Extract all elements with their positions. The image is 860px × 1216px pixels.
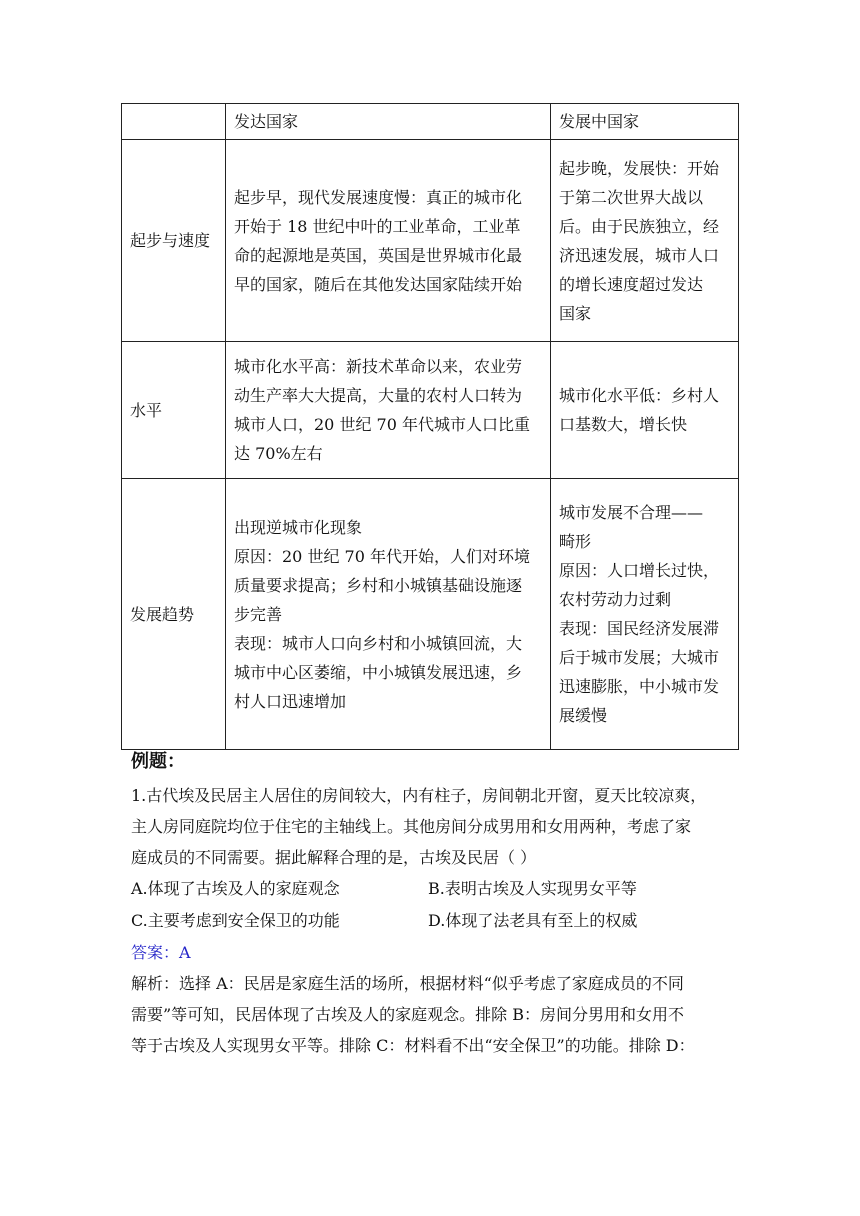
developing-cell [551, 140, 739, 342]
question-line: 主人房同庭院均位于住宅的主轴线上。其他房间分成男用和女用两种，考虑了家 [131, 817, 692, 836]
row-label: 起步与速度 [122, 140, 226, 342]
cell-line: 表现：国民经济发展滞 [559, 619, 720, 638]
table-row [122, 479, 739, 750]
question-line: 1.古代埃及民居主人居住的房间较大，内有柱子，房间朝北开窗，夏天比较凉爽， [131, 786, 707, 805]
analysis-line: 解析：选择 A：民居是家庭生活的场所，根据材料“似乎考虑了家庭成员的不同 [131, 974, 684, 993]
cell-line: 展缓慢 [559, 706, 608, 725]
row-label: 发展趋势 [122, 479, 226, 750]
cell-line: 达 70%左右 [234, 444, 323, 463]
developed-cell [226, 479, 551, 750]
developing-cell [551, 342, 739, 479]
answer-line: 答案：A [131, 943, 191, 962]
table-header-row [122, 104, 739, 140]
question-line: 庭成员的不同需要。据此解释合理的是，古埃及民居（ ） [131, 848, 537, 867]
cell-line: 口基数大，增长快 [559, 415, 688, 434]
cell-line: 畸形 [559, 532, 592, 551]
cell-line: 出现逆城市化现象 [234, 517, 363, 537]
cell-line: 动生产率大大提高，大量的农村人口转为 [234, 386, 523, 405]
cell-line: 命的起源地是英国，英国是世界城市化最 [234, 245, 523, 265]
cell-line: 表现：城市人口向乡村和小城镇回流，大 [234, 633, 523, 653]
developed-cell [226, 342, 551, 479]
cell-line: 农村劳动力过剩 [559, 590, 672, 609]
cell-line: 城市化水平高：新技术革命以来，农业劳 [234, 357, 523, 376]
cell-line: 城市化水平低：乡村人 [559, 386, 720, 405]
analysis-line: 等于古埃及人实现男女平等。排除 C：材料看不出“安全保卫”的功能。排除 D： [131, 1036, 695, 1055]
header-cell-empty [122, 104, 226, 140]
cell-line: 步完善 [234, 604, 283, 624]
option-b: B.表明古埃及人实现男女平等 [428, 879, 637, 898]
cell-line: 后于城市发展；大城市 [559, 648, 720, 667]
option-a: A.体现了古埃及人的家庭观念 [131, 879, 340, 898]
developed-cell [226, 140, 551, 342]
table-row [122, 342, 739, 479]
cell-line: 起步晚，发展快：开始 [559, 158, 720, 178]
cell-line: 原因：20 世纪 70 年代开始，人们对环境 [234, 546, 530, 566]
options-row [131, 905, 741, 937]
option-c: C.主要考虑到安全保卫的功能 [131, 911, 340, 930]
cell-line: 原因：人口增长过快， [559, 561, 720, 580]
cell-line: 质量要求提高；乡村和小城镇基础设施逐 [234, 575, 523, 595]
cell-line: 城市发展不合理—— [559, 503, 704, 522]
example-section [131, 748, 741, 1061]
cell-line: 城市人口，20 世纪 70 年代城市人口比重 [234, 415, 530, 434]
cell-line: 迅速膨胀，中小城市发 [559, 677, 720, 696]
section-heading: 例题： [131, 751, 185, 772]
header-cell-developing: 发展中国家 [551, 104, 739, 140]
header-cell-developed: 发达国家 [226, 104, 551, 140]
cell-line: 国家 [559, 303, 592, 323]
cell-line: 后。由于民族独立，经 [559, 216, 720, 236]
cell-line: 村人口迅速增加 [234, 691, 347, 711]
cell-line: 早的国家，随后在其他发达国家陆续开始 [234, 274, 523, 294]
analysis-line: 需要”等可知，民居体现了古埃及人的家庭观念。排除 B：房间分男用和女用不 [131, 1005, 685, 1024]
cell-line: 起步早，现代发展速度慢：真正的城市化 [234, 187, 523, 207]
row-label: 水平 [122, 342, 226, 479]
cell-line: 城市中心区萎缩，中小城镇发展迅速，乡 [234, 662, 523, 682]
options-row [131, 873, 741, 905]
cell-line: 于第二次世界大战以 [559, 187, 704, 207]
option-d: D.体现了法老具有至上的权威 [428, 911, 638, 930]
table-row [122, 140, 739, 342]
cell-line: 的增长速度超过发达 [559, 274, 704, 294]
comparison-table [121, 103, 739, 750]
cell-line: 济迅速发展，城市人口 [559, 245, 720, 265]
cell-line: 开始于 18 世纪中叶的工业革命，工业革 [234, 216, 521, 236]
developing-cell [551, 479, 739, 750]
